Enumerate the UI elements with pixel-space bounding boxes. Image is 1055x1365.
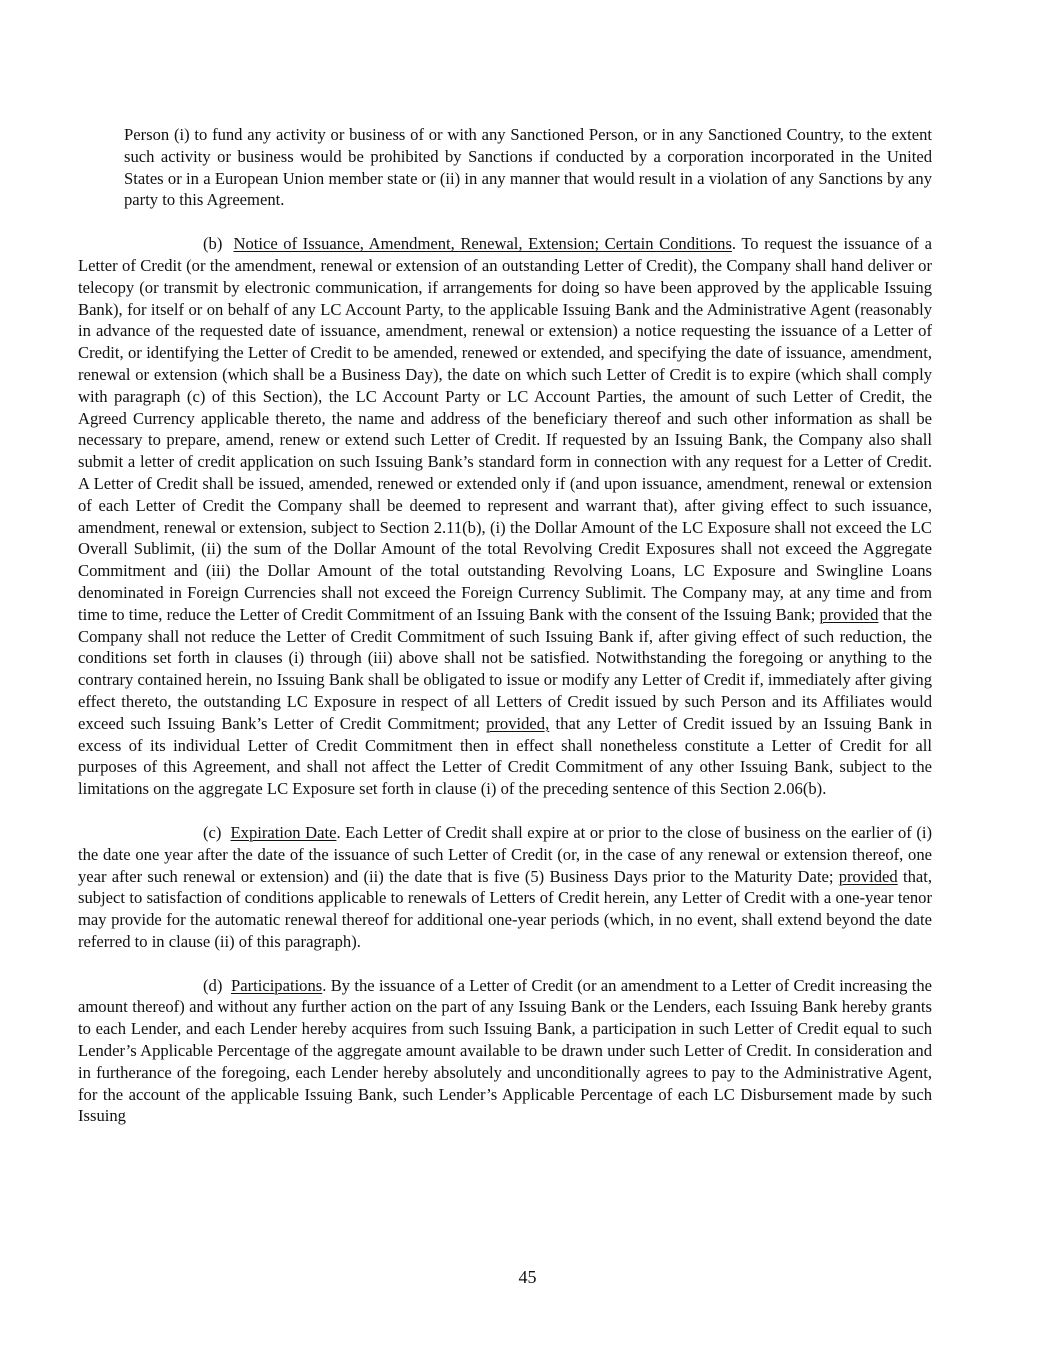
section-c-label: (c)	[203, 822, 222, 842]
section-c-text-2: that, subject to satisfaction of conditions applicable to renewals of Letters of Credit herein, any Letter of Credit with a one-year tenor may provide for the automatic renewal thereof for additional one-year periods (which, in no event, shall extend beyond the date referred to in clause (ii) of this paragraph).	[78, 866, 932, 951]
section-b-text-1: . To request the issuance of a Letter of Credit (or the amendment, renewal or extension of an outstanding Letter of Credit), the Company shall hand deliver or telecopy (or transmit by electronic communication, if arrangements for doing so have been approved by the applicable Issuing Bank), for itself or on behalf of any LC Account Party, to the applicable Issuing Bank and the Administrative Agent (reasonably in advance of the requested date of issuance, amendment, renewal or extension) a notice requesting the issuance of a Letter of Credit, or identifying the Letter of Credit to be amended, renewed or extended, and specifying the date of issuance, amendment, renewal or extension (which shall be a Business Day), the date on which such Letter of Credit is to expire (which shall comply with paragraph (c) of this Section), the LC Account Party or LC Account Parties, the amount of such Letter of Credit, the Agreed Currency applicable thereto, the name and address of the beneficiary thereof and such other information as shall be necessary to prepare, amend, renew or extend such Letter of Credit. If requested by an Issuing Bank, the Company also shall submit a letter of credit application on such Issuing Bank’s standard form in connection with any request for a Letter of Credit. A Letter of Credit shall be issued, amended, renewed or extended only if (and upon issuance, amendment, renewal or extension of each Letter of Credit the Company shall be deemed to represent and warrant that), after giving effect to such issuance, amendment, renewal or extension, subject to Section 2.11(b), (i) the Dollar Amount of the LC Exposure shall not exceed the LC Overall Sublimit, (ii) the sum of the Dollar Amount of the total Revolving Credit Exposures shall not exceed the Aggregate Commitment and (iii) the Dollar Amount of the total outstanding Revolving Loans, LC Exposure and Swingline Loans denominated in Foreign Currencies shall not exceed the Foreign Currency Sublimit. The Company may, at any time and from time to time, reduce the Letter of Credit Commitment of an Issuing Bank with the consent of the Issuing Bank;	[78, 234, 933, 624]
section-b-paragraph	[78, 233, 932, 800]
section-c-paragraph	[78, 822, 932, 953]
section-c-provided-1: provided	[838, 866, 898, 886]
paragraph-a-continuation	[124, 124, 932, 211]
section-b-heading: Notice of Issuance, Amendment, Renewal, Extension; Certain Conditions	[233, 234, 732, 254]
page-number: 45	[518, 1267, 537, 1287]
section-d-label: (d)	[203, 975, 223, 995]
paragraph-spacer	[78, 211, 932, 233]
section-d-text-1: . By the issuance of a Letter of Credit (or an amendment to a Letter of Credit increasing the amount thereof) and without any further action on the part of any Issuing Bank or the Lenders, each Issuing Bank hereby grants to each Lender, and each Lender hereby acquires from such Issuing Bank, a participation in such Letter of Credit equal to such Lender’s Applicable Percentage of the aggregate amount available to be drawn under such Letter of Credit. In consideration and in furtherance of the foregoing, each Lender hereby absolutely and unconditionally agrees to pay to the Administrative Agent, for the account of the applicable Issuing Bank, such Lender’s Applicable Percentage of each LC Disbursement made by such Issuing	[78, 975, 932, 1126]
section-d-heading: Participations	[230, 975, 323, 995]
document-page	[78, 124, 932, 1127]
section-b-provided-1: provided	[819, 604, 879, 624]
section-b-text-2: that the Company shall not reduce the Letter of Credit Commitment of such Issuing Bank if, after giving effect of such reduction, the conditions set forth in clauses (i) through (iii) above shall not be satisfied. Notwithstanding the foregoing or anything to the contrary contained herein, no Issuing Bank shall be obligated to issue or modify any Letter of Credit if, immediately after giving effect thereto, the outstanding LC Exposure in respect of all Letters of Credit issued by such Person and its Affiliates would exceed such Issuing Bank’s Letter of Credit Commitment;	[78, 604, 933, 733]
section-b-text-3: that any Letter of Credit issued by an Issuing Bank in excess of its individual Letter of Credit Commitment then in effect shall nonetheless constitute a Letter of Credit for all purposes of this Agreement, and shall not affect the Letter of Credit Commitment of any other Issuing Bank, subject to the limitations on the aggregate LC Exposure set forth in clause (i) of the preceding sentence of this Section 2.06(b).	[78, 713, 933, 799]
section-c-text-1: . Each Letter of Credit shall expire at or prior to the close of business on the earlier of (i) the date one year after the date of the issuance of such Letter of Credit (or, in the case of any renewal or extension thereof, one year after such renewal or extension) and (ii) the date that is five (5) Business Days prior to the Maturity Date;	[78, 822, 933, 886]
paragraph-spacer	[78, 800, 932, 822]
section-b-label: (b)	[203, 234, 223, 254]
section-c-heading: Expiration Date	[230, 822, 337, 842]
section-b-provided-2: provided,	[486, 713, 550, 733]
paragraph-text: Person (i) to fund any activity or business of or with any Sanctioned Person, or in any Sanctioned Country, to the extent such activity or business would be prohibited by Sanctions if conducted by a corporation incorporated in the United States or in a European Union member state or (ii) in any manner that would result in a violation of any Sanctions by any party to this Agreement.	[124, 125, 932, 210]
paragraph-spacer	[78, 953, 932, 975]
section-d-paragraph	[78, 975, 932, 1128]
